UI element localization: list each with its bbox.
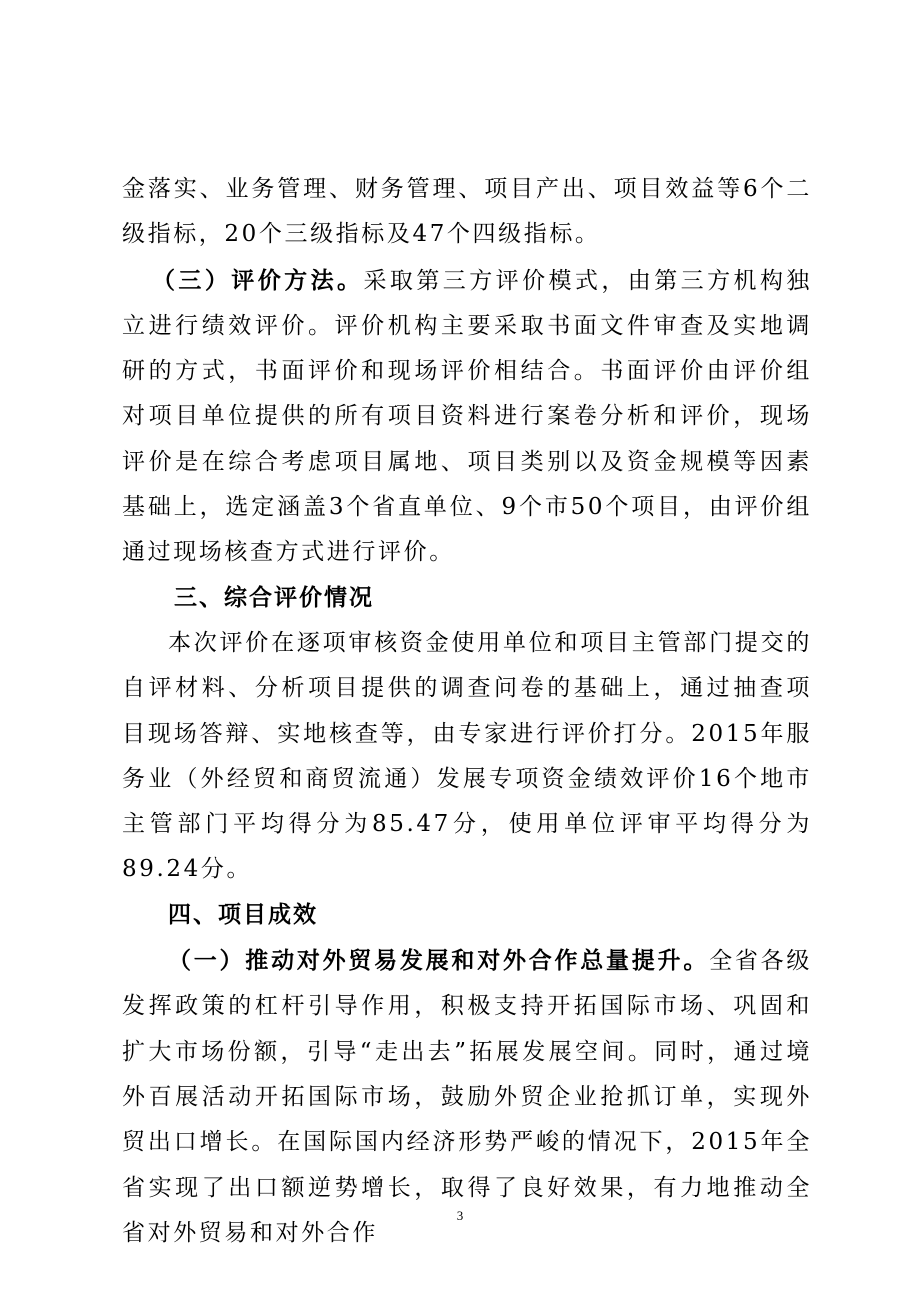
- paragraph-indicators: [122, 167, 812, 258]
- comprehensive-evaluation-text: 本次评价在逐项审核资金使用单位和项目主管部门提交的自评材料、分析项目提供的调查问卷的基础上，通过抽查项目现场答辩、实地核查等，由专家进行评价打分。2015年服务业（外经贸和商贸流通）发展专项资金绩效评价16个地市主管部门平均得分为85.47分，使用单位评审平均得分为89.24分。: [122, 629, 812, 883]
- evaluation-method-body: 采取第三方评价模式，由第三方机构独立进行绩效评价。评价机构主要采取书面文件审查及实地调研的方式，书面评价和现场评价相结合。书面评价由评价组对项目单位提供的所有项目资料进行案卷分析和评价，现场评价是在综合考虑项目属地、项目类别以及资金规模等因素基础上，选定涵盖3个省直单位、9个市50个项目，由评价组通过现场核查方式进行评价。: [122, 267, 812, 566]
- section-heading-project-results: 四、项目成效: [168, 901, 318, 928]
- paragraph-evaluation-method: [122, 258, 812, 576]
- evaluation-method-lead: （三）评价方法。: [152, 266, 364, 294]
- document-body: [122, 167, 812, 1256]
- section-heading-comprehensive-evaluation: 三、综合评价情况: [174, 584, 374, 611]
- foreign-trade-body: 全省各级发挥政策的杠杆引导作用，积极支持开拓国际市场、巩固和扩大市场份额，引导“走出去”拓展发展空间。同时，通过境外百展活动开拓国际市场，鼓励外贸企业抢抓订单，实现外贸出口增长。在国际国内经济形势严峻的情况下，2015年全省实现了出口额逆势增长，取得了良好效果，有力地推动全省对外贸易和对外合作: [122, 948, 812, 1246]
- page-number: 3: [456, 1208, 464, 1223]
- foreign-trade-lead: （一）推动对外贸易发展和对外合作总量提升。: [168, 947, 710, 975]
- paragraph-comprehensive-evaluation: [122, 621, 812, 893]
- paragraph-indicators-text: 金落实、业务管理、财务管理、项目产出、项目效益等6个二级指标，20个三级指标及47个四级指标。: [122, 176, 812, 248]
